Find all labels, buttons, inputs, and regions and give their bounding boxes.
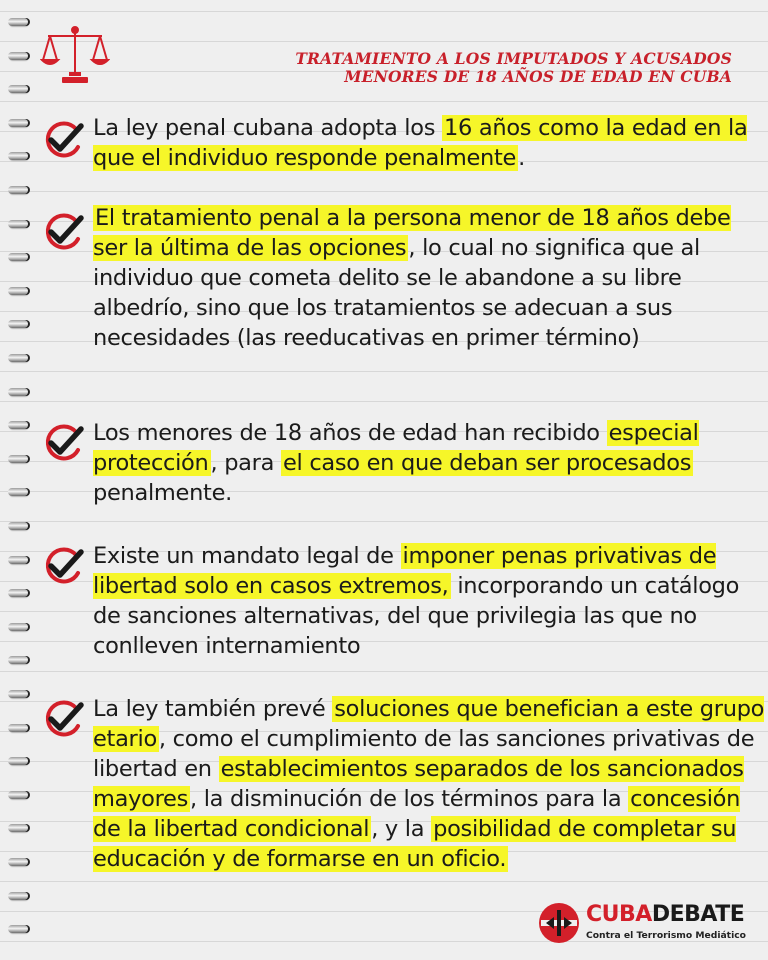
checkmark-icon: [40, 700, 86, 740]
highlighted-text: especial protección: [93, 420, 699, 476]
binding-ring: [8, 287, 28, 295]
cubadebate-logo: [538, 900, 746, 948]
binding-ring: [8, 656, 28, 664]
highlighted-text: soluciones que benefician a este grupo etario: [93, 696, 765, 752]
text-segment: La ley penal cubana adopta los: [93, 115, 442, 141]
binding-ring: [8, 253, 28, 261]
logo-tagline: Contra el Terrorismo Mediático: [586, 930, 746, 941]
binding-ring: [8, 488, 28, 496]
binding-ring: [8, 52, 28, 60]
logo-wordmark: [586, 902, 744, 927]
logo-wordmark-cuba: CUBA: [586, 902, 652, 927]
text-segment: Existe un mandato legal de: [93, 543, 401, 569]
binding-ring: [8, 791, 28, 799]
item-text: [93, 203, 765, 353]
spiral-binding: [0, 0, 40, 960]
logo-wordmark-debate: DEBATE: [651, 902, 745, 927]
binding-ring: [8, 119, 28, 127]
checkmark-icon: [40, 547, 86, 587]
text-segment: Los menores de 18 años de edad han recibido: [93, 420, 607, 446]
binding-ring: [8, 421, 28, 429]
text-segment: penalmente.: [93, 480, 232, 506]
text-segment: , para: [210, 450, 281, 476]
highlighted-text: imponer penas privativas de libertad solo en casos extremos,: [93, 543, 717, 599]
item-text: [93, 113, 765, 173]
binding-ring: [8, 186, 28, 194]
text-segment: , lo cual no significa que al individuo que cometa delito se le abandone a su libre albedrío, sino que los tratamientos se adecuan a sus necesidades (las reeducativas en primer término): [93, 235, 700, 351]
checkmark-icon: [40, 121, 86, 161]
item-text: [93, 694, 765, 874]
binding-ring: [8, 152, 28, 160]
highlighted-text: concesión de la libertad condicional: [93, 786, 741, 842]
binding-ring: [8, 320, 28, 328]
checkmark-icon: [40, 424, 86, 464]
text-segment: , como el cumplimiento de las sanciones privativas de libertad en: [93, 726, 755, 782]
cubadebate-logo-icon: [538, 902, 580, 944]
text-segment: La ley también prevé: [93, 696, 333, 722]
binding-ring: [8, 85, 28, 93]
header-title-line-1: TRATAMIENTO A LOS IMPUTADOS Y ACUSADOS: [295, 49, 732, 68]
binding-ring: [8, 858, 28, 866]
binding-ring: [8, 354, 28, 362]
highlighted-text: El tratamiento penal a la persona menor de 18 años debe ser la última de las opciones: [93, 205, 731, 261]
header-title-line-2: MENORES DE 18 AÑOS DE EDAD EN CUBA: [344, 67, 732, 86]
text-segment: , y la: [371, 816, 432, 842]
binding-ring: [8, 388, 28, 396]
binding-ring: [8, 589, 28, 597]
highlighted-text: posibilidad de completar su educación y de formarse en un oficio.: [93, 816, 737, 872]
binding-ring: [8, 623, 28, 631]
item-text: [93, 541, 765, 661]
text-segment: incorporando un catálogo de sanciones alternativas, del que privilegia las que no conlleven internamiento: [93, 573, 740, 659]
item-text: [93, 418, 765, 508]
highlighted-text: establecimientos separados de los sancionados mayores: [93, 756, 744, 812]
binding-ring: [8, 522, 28, 530]
binding-ring: [8, 690, 28, 698]
header-title: [272, 50, 732, 86]
binding-ring: [8, 455, 28, 463]
binding-ring: [8, 892, 28, 900]
balance-scale-icon: [40, 24, 110, 86]
text-segment: .: [518, 145, 525, 171]
binding-ring: [8, 925, 28, 933]
binding-ring: [8, 824, 28, 832]
highlighted-text: 16 años como la edad en la que el individuo responde penalmente: [93, 115, 748, 171]
binding-ring: [8, 220, 28, 228]
binding-ring: [8, 18, 28, 26]
binding-ring: [8, 724, 28, 732]
highlighted-text: el caso en que deban ser procesados: [282, 450, 692, 476]
text-segment: , la disminución de los términos para la: [190, 786, 629, 812]
binding-ring: [8, 556, 28, 564]
binding-ring: [8, 757, 28, 765]
checkmark-icon: [40, 213, 86, 253]
